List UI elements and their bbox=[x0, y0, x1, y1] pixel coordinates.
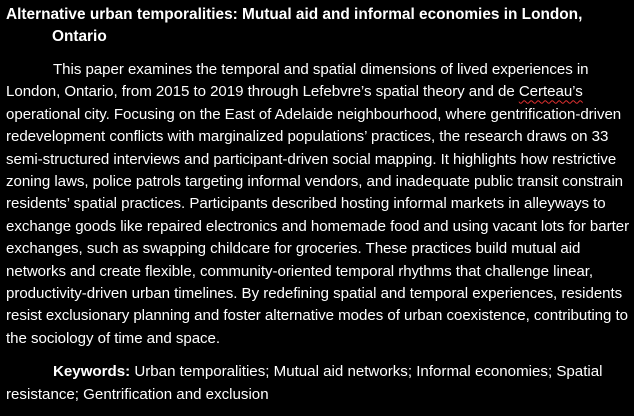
document bbox=[6, 4, 630, 406]
keywords-label: Keywords: bbox=[53, 363, 131, 381]
abstract-text-end: operational city. Focusing on the East of Adelaide neighbourhood, where gentrification-driven redevelopment conflicts with marginalized populations’ practices, the research draws on 33 semi-structured interviews and participant-driven social mapping. It highlights how restrictive zoning laws, police patrols targeting informal vendors, and inadequate public transit constrain residents’ spatial practices. Participants described hosting informal markets in alleyways to exchange goods like repaired electronics and homemade food and using vacant lots for barter exchanges, such as swapping childcare for groceries. These practices build mutual aid networks and create flexible, community-oriented temporal rhythms that challenge linear, productivity-driven urban timelines. By redefining spatial and temporal experiences, residents resist exclusionary planning and foster alternative modes of urban coexistence, contributing to the sociology of time and space. bbox=[6, 105, 630, 347]
paper-title: Alternative urban temporalities: Mutual aid and informal economies in London, Ontario bbox=[6, 6, 583, 45]
abstract-text-start: This paper examines the temporal and spatial dimensions of lived experiences in London, Ontario, from 2015 to 2019 through Lefebvre’s spatial theory and de bbox=[6, 61, 589, 101]
abstract-paragraph bbox=[6, 59, 630, 350]
spellcheck-flagged-word[interactable]: Certeau’s bbox=[518, 83, 583, 101]
keywords-text: Urban temporalities; Mutual aid networks; Informal economies; Spatial resistance; Gentrification and exclusion bbox=[6, 363, 603, 403]
keywords-paragraph bbox=[6, 361, 630, 406]
